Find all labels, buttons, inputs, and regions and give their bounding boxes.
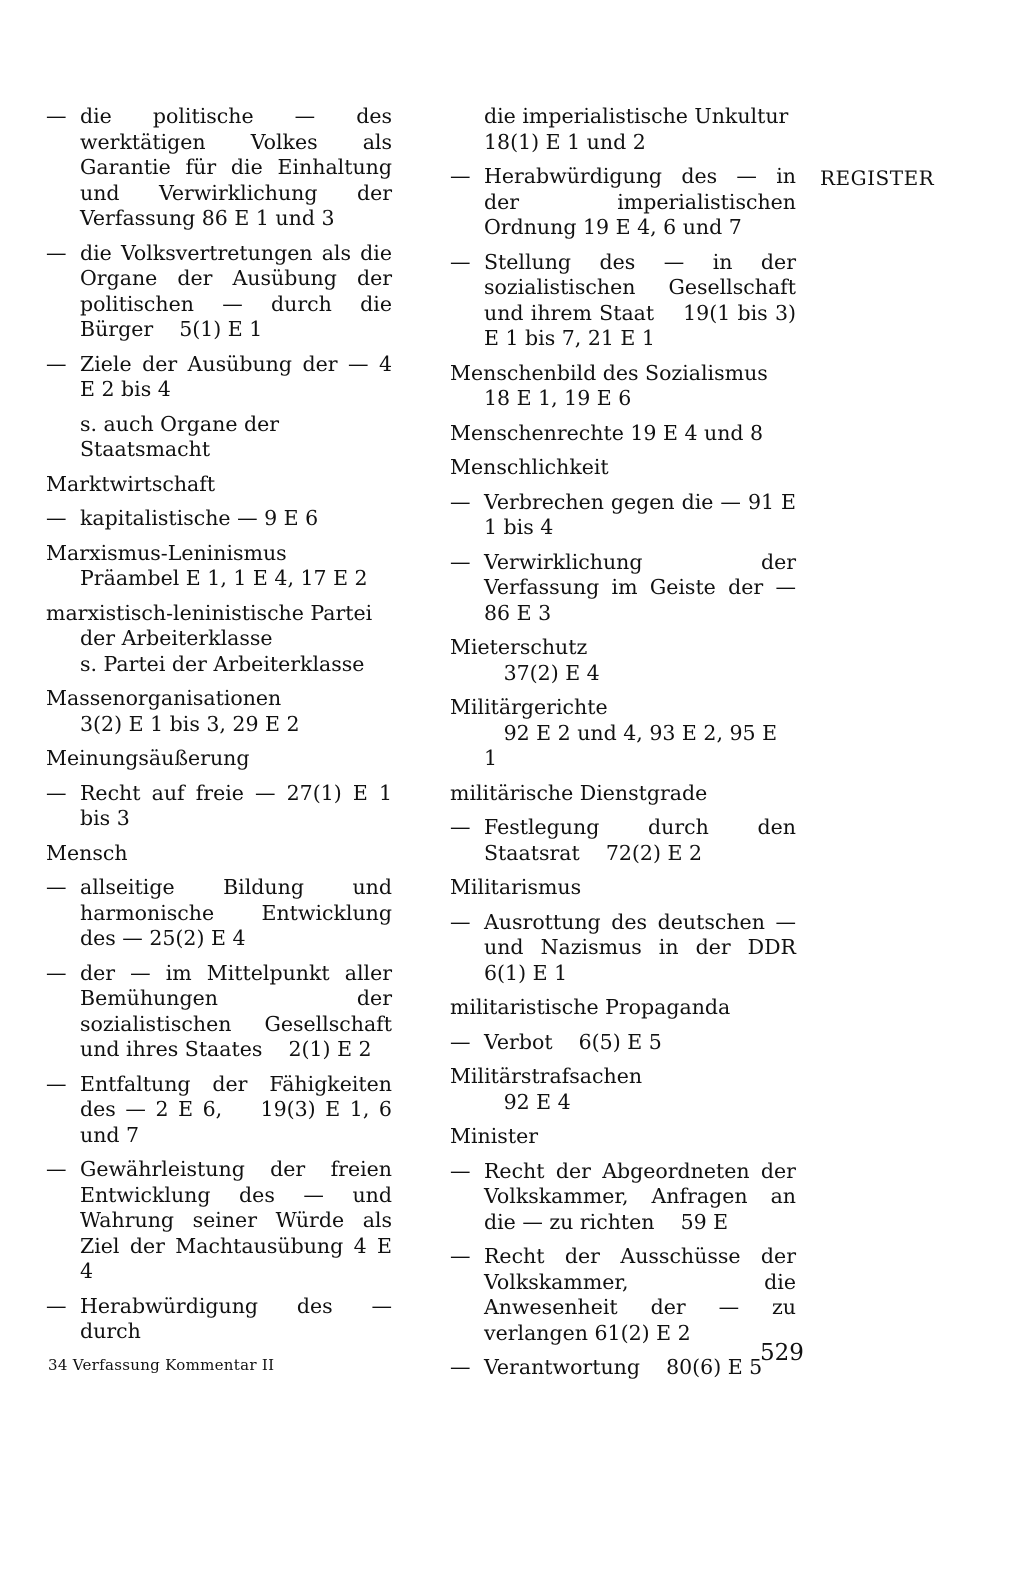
subentry-dash: — [46, 780, 67, 805]
index-column-left [46, 104, 399, 1345]
entry-text: Minister [450, 1124, 538, 1148]
entry-locator: 19 E 4, 6 und 7 [583, 215, 742, 239]
index-subentry [450, 550, 796, 627]
entry-locator: 86 E 1 und 3 [201, 206, 335, 230]
entry-text: Militärstrafsachen [450, 1064, 643, 1088]
index-heading [450, 361, 796, 412]
subentry-dash: — [450, 815, 471, 839]
index-subentry [450, 910, 796, 987]
index-subentry [450, 164, 796, 241]
entry-text: Verwirklichung der Verfassung im Geiste der — [484, 549, 796, 599]
entry-locator: 3(2) E 1 bis 3, 29 E 2 [80, 711, 300, 736]
entry-text: Stellung des — in der sozialistischen Gesellschaft und ihrem Staat [484, 249, 796, 325]
index-heading [450, 421, 796, 447]
entry-locator: 92 E 4 [484, 1089, 571, 1114]
index-heading [450, 875, 796, 901]
page-number: 529 [760, 1340, 804, 1366]
entry-text: Mensch [46, 840, 128, 865]
subentry-dash: — [450, 1355, 471, 1379]
subentry-dash: — [46, 506, 67, 530]
entry-text: kapitalistische — 9 E 6 [80, 506, 319, 530]
footer-signature-note: 34 Verfassung Kommentar II [48, 1356, 275, 1374]
entry-locator: 37(2) E 4 [484, 660, 600, 685]
index-heading [450, 995, 796, 1021]
index-heading [450, 781, 796, 807]
entry-text: Marktwirtschaft [46, 471, 216, 496]
index-heading [46, 841, 392, 867]
subentry-dash: — [450, 489, 471, 514]
entry-text: Festlegung durch den Staatsrat [484, 815, 796, 865]
index-continuation [46, 412, 392, 463]
entry-locator: der Arbeiterklasse s. Partei der Arbeiterklasse [80, 626, 365, 676]
entry-text: Verbrechen gegen die — [484, 489, 741, 514]
index-column-right [450, 104, 815, 1381]
index-subentry [46, 1294, 392, 1345]
index-heading [450, 635, 796, 686]
entry-text: die politische — des werktätigen Volkes als Garantie für die Einhaltung und Verwirklichung der Verfassung [80, 104, 392, 230]
entry-text: Verantwortung [484, 1355, 640, 1379]
index-subentry [46, 961, 392, 1063]
index-heading [46, 541, 392, 592]
entry-text: Militärgerichte [450, 695, 608, 719]
index-subentry [46, 506, 392, 532]
subentry-dash: — [450, 909, 471, 934]
subentry-dash: — [46, 1293, 67, 1318]
index-heading [450, 1124, 796, 1150]
entry-locator: 86 E 3 [484, 600, 552, 625]
subentry-dash: — [46, 960, 67, 985]
subentry-dash: — [450, 164, 471, 188]
index-subentry [450, 1030, 796, 1056]
subentry-dash: — [450, 249, 471, 274]
entry-text: Menschlichkeit [450, 455, 609, 479]
index-subentry [46, 1157, 399, 1285]
entry-locator: 19(1 bis 3) E 1 bis 7, 21 E 1 [484, 300, 803, 350]
subentry-dash: — [450, 1244, 471, 1268]
index-heading [450, 695, 796, 772]
entry-locator: 25(2) E 4 [149, 926, 246, 950]
index-subentry [450, 815, 796, 866]
subentry-dash: — [450, 1158, 471, 1183]
entry-text: Menschenrechte 19 E 4 und 8 [450, 420, 764, 445]
subentry-dash: — [46, 351, 67, 376]
entry-text: Militarismus [450, 875, 582, 899]
entry-locator: 61(2) E 2 [594, 1320, 691, 1345]
entry-text: Verbot [484, 1029, 553, 1054]
subentry-dash: — [46, 240, 67, 265]
subentry-dash: — [46, 875, 67, 899]
entry-locator: 4 E 2 bis 4 [80, 351, 399, 401]
index-continuation [450, 104, 815, 155]
index-heading [46, 472, 392, 498]
entry-locator: 5(1) E 1 [159, 317, 263, 341]
index-subentry [450, 1159, 796, 1236]
register-side-label: REGISTER [820, 166, 935, 190]
entry-text: militärische Dienstgrade [450, 780, 708, 805]
entry-text: der — im Mittelpunkt aller Bemühungen der sozialistischen Gesellschaft und ihres Staates [80, 960, 392, 1061]
index-heading [450, 455, 796, 481]
entry-text: Marxismus-Leninismus [46, 540, 287, 565]
subentry-dash: — [46, 1157, 67, 1181]
entry-text: Menschenbild des Sozialismus [450, 360, 768, 385]
entry-locator: 2(1) E 2 [268, 1037, 372, 1061]
index-heading [46, 746, 392, 772]
entry-locator: 18 E 1, 19 E 6 [484, 386, 632, 410]
entry-text: Herabwürdigung des — durch [80, 1293, 392, 1343]
entry-text: militaristische Propaganda [450, 995, 731, 1019]
entry-text: Ziele der Ausübung der — [80, 351, 369, 376]
index-subentry [450, 1355, 796, 1381]
entry-text: Herabwürdigung des — in der imperialistischen Ordnung [484, 164, 796, 239]
entry-locator: 4 E 4 [80, 1233, 399, 1283]
entry-locator: 27(1) E 1 bis 3 [80, 780, 399, 830]
entry-text: Recht auf freie — [80, 780, 276, 805]
index-subentry [46, 875, 392, 952]
index-heading [46, 601, 392, 678]
index-subentry [46, 1071, 399, 1149]
entry-locator: 59 E [661, 1209, 729, 1234]
entry-locator: 6(5) E 5 [559, 1029, 662, 1054]
entry-text: die Volksvertretungen als die Organe der Ausübung der politischen — durch die Bürger [80, 240, 392, 341]
entry-text: Massenorganisationen [46, 686, 282, 710]
subentry-dash: — [450, 549, 471, 574]
entry-locator: 91 E 1 bis 4 [484, 489, 803, 539]
entry-text: marxistisch-leninistische Partei [46, 600, 373, 625]
entry-text: Recht der Ausschüsse der Volkskammer, die Anwesenheit der — zu verlangen [484, 1244, 796, 1345]
subentry-dash: — [46, 104, 67, 128]
index-subentry [46, 780, 399, 832]
entry-locator: 92 E 2 und 4, 93 E 2, 95 E 1 [484, 720, 784, 770]
index-subentry [450, 249, 803, 352]
entry-text: Recht der Abgeordneten der Volkskammer, Anfragen an die — zu richten [484, 1158, 796, 1234]
entry-text: Gewährleistung der freien Entwicklung des — und Wahrung seiner Würde als Ziel der Machtausübung [80, 1157, 392, 1258]
entry-text: die imperialistische Unkultur [484, 104, 789, 128]
entry-text: Meinungsäußerung [46, 746, 250, 770]
entry-text: Mieterschutz [450, 635, 588, 659]
index-heading [450, 1064, 796, 1115]
entry-text: s. auch Organe der Staatsmacht [80, 411, 280, 461]
subentry-dash: — [46, 1071, 67, 1096]
index-subentry [450, 1244, 796, 1346]
entry-text: Ausrottung des deutschen — und Nazismus in der DDR [484, 909, 796, 959]
index-subentry [46, 241, 392, 343]
entry-locator: 72(2) E 2 [586, 840, 702, 865]
entry-text: Entfaltung der Fähigkeiten des — 2 E 6, [80, 1071, 392, 1121]
entry-locator: Präambel E 1, 1 E 4, 17 E 2 [80, 566, 368, 590]
entry-text: allseitige Bildung und harmonische Entwicklung des — [80, 875, 392, 950]
index-subentry [450, 489, 803, 541]
index-subentry [46, 104, 392, 232]
entry-locator: 80(6) E 5 [646, 1355, 763, 1379]
index-subentry [46, 351, 399, 403]
entry-locator: 6(1) E 1 [484, 960, 568, 985]
subentry-dash: — [450, 1029, 471, 1054]
entry-locator: 18(1) E 1 und 2 [484, 104, 815, 154]
entry-locator: 19(3) E 1, 6 und 7 [80, 1097, 399, 1147]
index-heading [46, 686, 392, 737]
